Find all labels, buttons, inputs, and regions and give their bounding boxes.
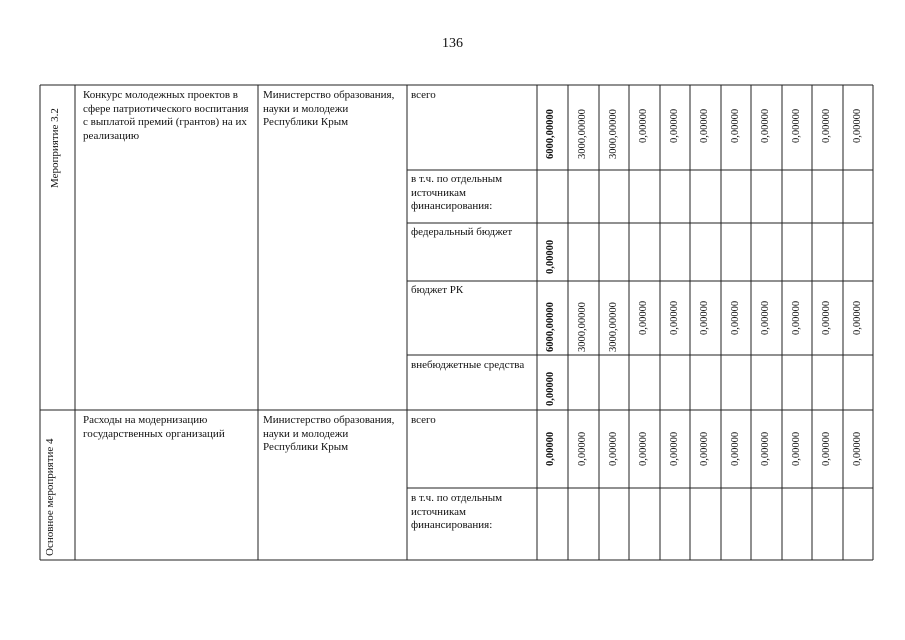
source-rk-budget-label: бюджет РК	[411, 284, 464, 296]
value-cell: 0,00000	[545, 239, 556, 274]
value-cell: 0,00000	[852, 108, 863, 143]
main-measure-4-name: Расходы на модернизацию государственных организаций	[83, 414, 225, 440]
source-extrabudgetary-label: внебюджетные средства	[411, 359, 525, 371]
value-cell: 0,00000	[669, 300, 680, 335]
value-cell: 3000,00000	[608, 302, 619, 352]
value-cell: 0,00000	[760, 431, 771, 466]
measure-3-2-executor: Министерство образования, науки и молодежи Республики Крым	[263, 89, 395, 129]
value-cell: 0,00000	[545, 431, 556, 466]
value-cell: 0,00000	[821, 108, 832, 143]
measure-3-2-name: Конкурс молодежных проектов в сфере патриотического воспитания с выплатой премий (грантов) на их реализацию	[83, 89, 249, 142]
value-cell: 0,00000	[791, 300, 802, 335]
value-cell: 6000,00000	[545, 302, 556, 352]
value-cell: 0,00000	[760, 108, 771, 143]
value-cell: 0,00000	[730, 431, 741, 466]
value-cell: 0,00000	[821, 300, 832, 335]
value-cell: 0,00000	[852, 431, 863, 466]
value-cell: 0,00000	[699, 108, 710, 143]
value-cell: 3000,00000	[608, 109, 619, 159]
source-total-label: всего	[411, 89, 436, 101]
value-cell: 3000,00000	[577, 302, 588, 352]
value-cell: 0,00000	[852, 300, 863, 335]
value-cell: 0,00000	[545, 371, 556, 406]
value-cell: 0,00000	[638, 108, 649, 143]
value-cell: 0,00000	[577, 431, 588, 466]
page-number: 136	[442, 36, 463, 51]
value-cell: 0,00000	[669, 431, 680, 466]
value-cell: 0,00000	[699, 431, 710, 466]
main-measure-4-executor: Министерство образования, науки и молодежи Республики Крым	[263, 414, 395, 454]
value-cell: 0,00000	[638, 431, 649, 466]
row-label-measure-3-2: Мероприятие 3.2	[49, 108, 61, 188]
value-cell: 0,00000	[608, 431, 619, 466]
source-total-label: всего	[411, 414, 436, 426]
value-cell: 0,00000	[730, 300, 741, 335]
source-federal-label: федеральный бюджет	[411, 226, 513, 238]
value-cell: 0,00000	[699, 300, 710, 335]
source-including-label: в т.ч. по отдельным источникам финансирования:	[411, 173, 503, 213]
value-cell: 0,00000	[760, 300, 771, 335]
value-cell: 0,00000	[791, 431, 802, 466]
value-cell: 0,00000	[669, 108, 680, 143]
value-cell: 6000,00000	[545, 109, 556, 159]
row-label-main-measure-4: Основное мероприятие 4	[44, 438, 56, 556]
value-cell: 0,00000	[730, 108, 741, 143]
value-cell: 0,00000	[821, 431, 832, 466]
value-cell: 3000,00000	[577, 109, 588, 159]
source-including-label: в т.ч. по отдельным источникам финансирования:	[411, 492, 503, 532]
value-cell: 0,00000	[638, 300, 649, 335]
value-cell: 0,00000	[791, 108, 802, 143]
